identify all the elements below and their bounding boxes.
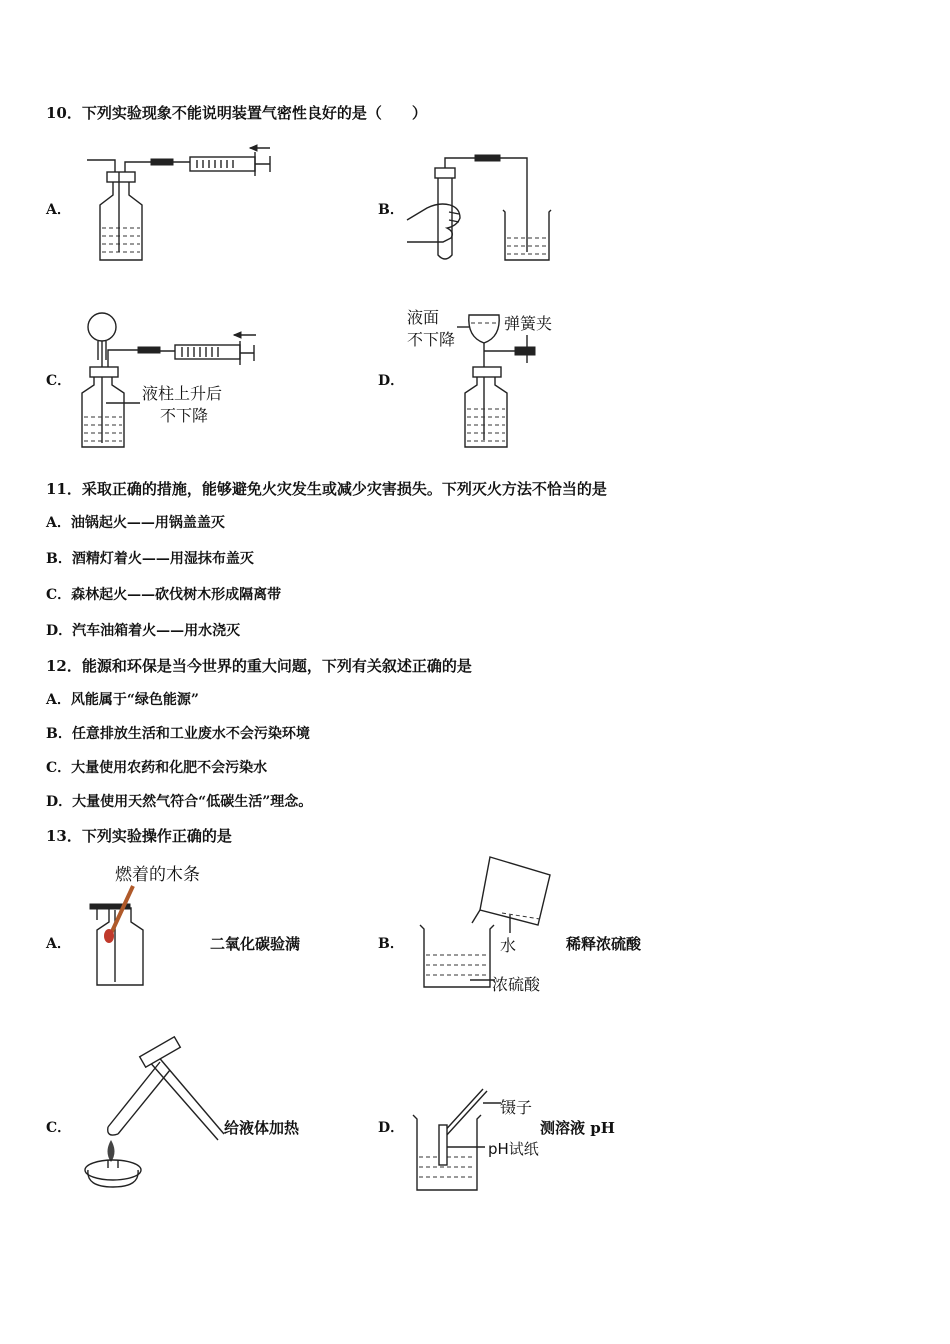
q12-option-c: C．大量使用农药和化肥不会污染水	[46, 760, 268, 776]
q12-option-a: A．风能属于“绿色能源”	[46, 692, 199, 708]
q10-stem: 10．下列实验现象不能说明装置气密性良好的是（ ）	[46, 104, 427, 122]
q12-option-d: D．大量使用天然气符合“低碳生活”理念。	[46, 794, 313, 810]
q13-d-figure-text-tweezers: 镊子	[500, 1098, 533, 1117]
q13-figure-c	[78, 1042, 228, 1192]
q11-stem: 11．采取正确的措施，能够避免火灾发生或减少灾害损失。下列灭火方法不恰当的是	[46, 480, 607, 498]
q13-option-c-caption: 给液体加热	[224, 1119, 300, 1137]
q10-option-c-label: C．	[46, 373, 72, 389]
q13-d-figure-text-paper: pH试纸	[488, 1140, 539, 1158]
q13-b-figure-text-water: 水	[500, 936, 517, 955]
q11-option-b: B．酒精灯着火——用湿抹布盖灭	[46, 551, 254, 567]
q13-option-b-caption: 稀释浓硫酸	[566, 935, 642, 953]
q12-stem: 12．能源和环保是当今世界的重大问题，下列有关叙述正确的是	[46, 657, 472, 675]
q11-option-d: D．汽车油箱着火——用水浇灭	[46, 623, 241, 639]
q10-d-annotation-right: 弹簧夹	[504, 314, 553, 333]
q13-b-figure-text-acid: 浓硫酸	[492, 975, 541, 994]
q10-option-d-label: D．	[378, 373, 405, 389]
q13-option-d-caption: 测溶液 pH	[540, 1119, 615, 1137]
q12-option-b: B．任意排放生活和工业废水不会污染环境	[46, 726, 310, 742]
q10-c-annotation-line1: 液柱上升后	[142, 384, 223, 403]
q10-figure-b	[405, 150, 555, 265]
q11-option-a: A．油锅起火——用锅盖盖灭	[46, 515, 225, 531]
q10-figure-a	[85, 140, 285, 270]
q10-c-annotation-line2: 不下降	[160, 406, 209, 425]
q10-figure-c	[78, 305, 278, 455]
q13-option-a-label: A．	[46, 936, 71, 952]
q10-figure-d	[455, 305, 565, 455]
q13-option-a-caption: 二氧化碳验满	[210, 935, 301, 953]
q13-option-b-label: B．	[378, 936, 404, 952]
q10-d-annotation-left2: 不下降	[407, 330, 456, 349]
q10-option-b-label: B．	[378, 202, 404, 218]
q13-stem: 13．下列实验操作正确的是	[46, 827, 232, 845]
q10-d-annotation-left1: 液面	[407, 308, 440, 327]
q13-figure-a	[85, 880, 155, 990]
q13-a-figure-text: 燃着的木条	[115, 865, 200, 885]
q11-option-c: C．森林起火——砍伐树木形成隔离带	[46, 587, 282, 603]
q10-option-a-label: A．	[46, 202, 71, 218]
q13-option-c-label: C．	[46, 1120, 72, 1136]
q13-option-d-label: D．	[378, 1120, 405, 1136]
